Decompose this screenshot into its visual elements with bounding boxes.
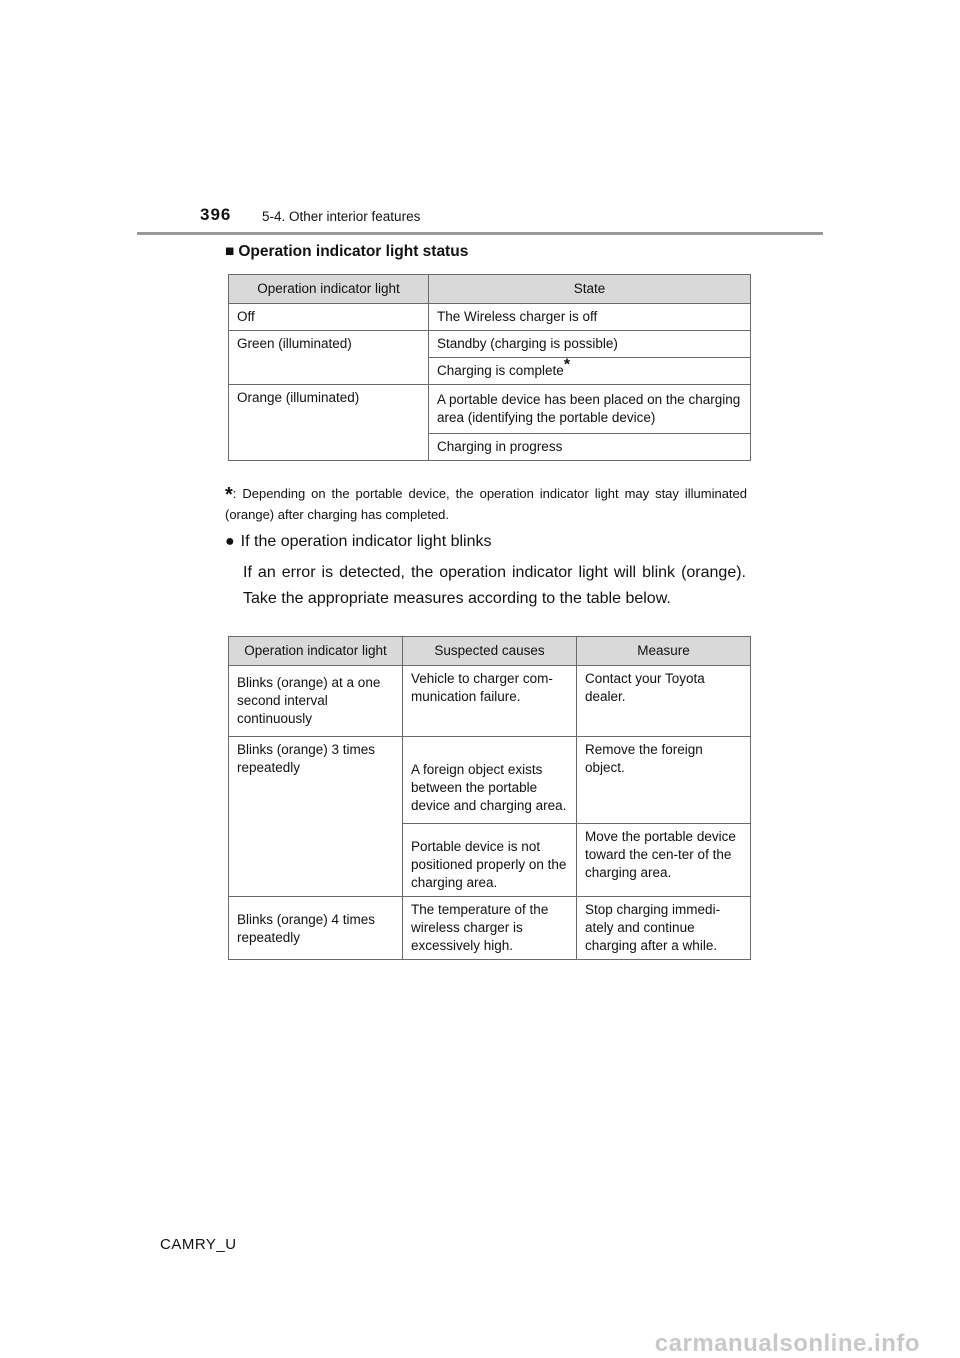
round-bullet-icon: ● (225, 533, 235, 550)
light-cell: Orange (illuminated) (229, 385, 429, 461)
header-divider (137, 232, 823, 235)
table-row (229, 385, 751, 434)
footnote (225, 484, 747, 524)
measure-cell: Remove the foreign object. (577, 737, 751, 824)
light-cell: Blinks (orange) 4 times repeatedly (229, 897, 403, 960)
measure-cell: Contact your Toyota dealer. (577, 666, 751, 737)
measure-cell: Move the portable device toward the cen-ter of the charging area. (577, 824, 751, 897)
table-row (229, 666, 751, 737)
state-cell: Charging in progress (429, 434, 751, 461)
table-row (229, 331, 751, 358)
square-bullet-icon: ■ (225, 243, 235, 260)
state-cell: The Wireless charger is off (429, 304, 751, 331)
light-cell: Blinks (orange) at a one second interval continuously (229, 666, 403, 737)
state-cell: Standby (charging is possible) (429, 331, 751, 358)
cause-cell: The temperature of the wireless charger is excessively high. (403, 897, 577, 960)
state-cell: A portable device has been placed on the charging area (identifying the portable device) (429, 385, 751, 434)
cause-cell: A foreign object exists between the portable device and charging area. (403, 737, 577, 824)
blink-paragraph: If an error is detected, the operation indicator light will blink (orange). Take the appropriate measures according to the table below. (243, 564, 746, 607)
table-row (229, 304, 751, 331)
light-cell: Green (illuminated) (229, 331, 429, 385)
section-title: 5-4. Other interior features (262, 209, 421, 224)
cause-cell: Vehicle to charger com-munication failure. (403, 666, 577, 737)
status-heading-text: Operation indicator light status (238, 243, 469, 260)
table-row (229, 897, 751, 960)
blink-heading-text: If the operation indicator light blinks (240, 533, 492, 550)
column-header: Measure (577, 637, 751, 666)
blink-causes-table (228, 636, 751, 960)
blink-heading (225, 533, 491, 551)
column-header: Operation indicator light (229, 275, 429, 304)
light-cell: Off (229, 304, 429, 331)
model-code: CAMRY_U (160, 1236, 237, 1253)
footnote-star: * (225, 484, 233, 506)
footnote-marker: * (563, 356, 571, 374)
light-cell: Blinks (orange) 3 times repeatedly (229, 737, 403, 897)
page-number: 396 (200, 205, 232, 224)
measure-cell: Stop charging immedi-ately and continue charging after a while. (577, 897, 751, 960)
watermark: carmanualsonline.info (654, 1330, 920, 1357)
table-header-row (229, 637, 751, 666)
indicator-status-table (228, 274, 751, 461)
table-row (229, 737, 751, 824)
status-heading (225, 243, 468, 261)
state-cell (429, 358, 751, 385)
column-header: Operation indicator light (229, 637, 403, 666)
column-header: State (429, 275, 751, 304)
state-text: Charging is complete (437, 363, 564, 378)
cause-cell: Portable device is not positioned properly on the charging area. (403, 824, 577, 897)
column-header: Suspected causes (403, 637, 577, 666)
footnote-text: : Depending on the portable device, the operation indicator light may stay illuminated (orange) after charging has completed. (225, 486, 747, 522)
table-header-row (229, 275, 751, 304)
